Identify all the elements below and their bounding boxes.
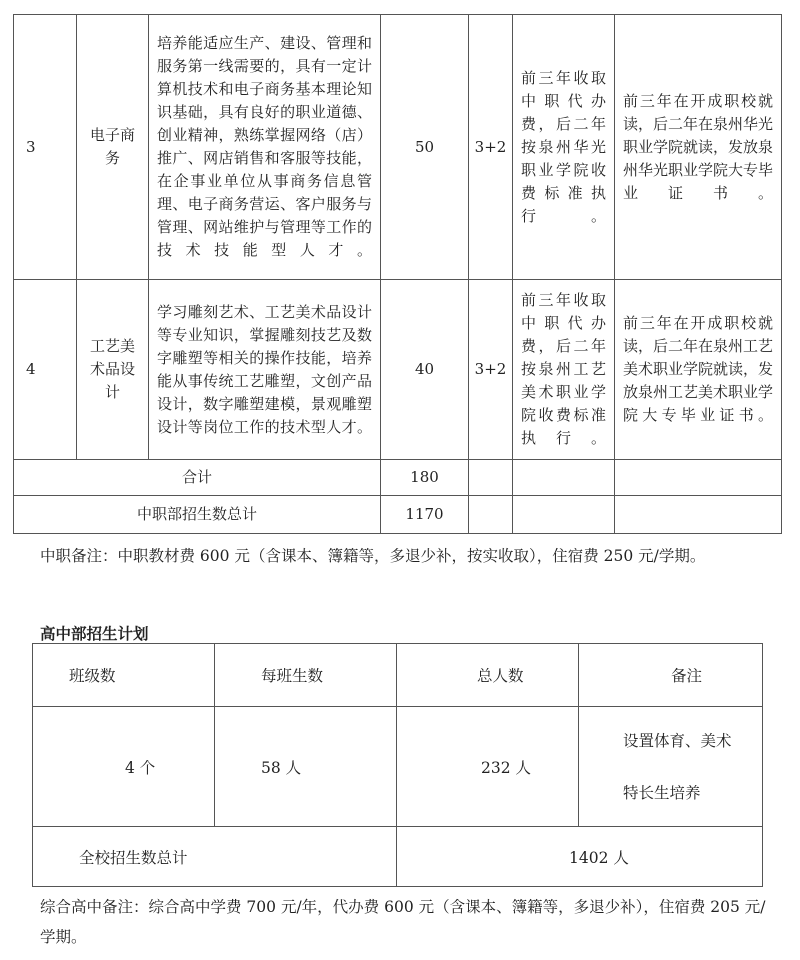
training-goal: 学习雕刻艺术、工艺美术品设计等专业知识，掌握雕刻技艺及数字雕塑等相关的操作技能，培养能从事传统工艺雕塑，文创产品设计，数字雕塑建模，景观雕塑设计等岗位工作的技术型人才。 <box>149 280 381 460</box>
school-total-label: 全校招生数总计 <box>33 827 397 887</box>
enrollment-count: 40 <box>381 280 469 460</box>
table-row <box>14 280 782 460</box>
empty-cell <box>513 496 615 534</box>
class-count: 4 个 <box>33 707 215 827</box>
vocational-note: 中职备注：中职教材费 600 元（含课本、簿籍等，多退少补，按实收取），住宿费 250 元/学期。 <box>40 547 706 565</box>
vocational-enrollment-table <box>13 14 782 534</box>
fee-description: 前三年收取中职代办费，后二年按泉州华光职业学院收费标准执行。 <box>513 15 615 280</box>
empty-cell <box>469 460 513 496</box>
total-value: 1170 <box>381 496 469 534</box>
header-total: 总人数 <box>397 644 579 707</box>
row-number: 4 <box>14 280 77 460</box>
study-mode: 3+2 <box>469 15 513 280</box>
subtotal-row <box>14 460 782 496</box>
total-label: 中职部招生数总计 <box>14 496 381 534</box>
high-school-note: 综合高中备注：综合高中学费 700 元/年，代办费 600 元（含课本、簿籍等，多退少补），住宿费 205 元/学期。 <box>40 898 766 946</box>
subtotal-value: 180 <box>381 460 469 496</box>
school-total-value: 1402 人 <box>397 827 763 887</box>
subtotal-label: 合计 <box>14 460 381 496</box>
total-row <box>14 496 782 534</box>
table-row <box>33 707 763 827</box>
high-school-heading: 高中部招生计划 <box>40 624 149 643</box>
header-remark: 备注 <box>579 644 763 707</box>
high-school-table <box>32 643 763 887</box>
row-remark: 前三年在开成职校就读，后二年在泉州华光职业学院就读，发放泉州华光职业学院大专毕业证书。 <box>615 15 782 280</box>
header-row <box>33 644 763 707</box>
study-mode: 3+2 <box>469 280 513 460</box>
empty-cell <box>615 496 782 534</box>
header-classes: 班级数 <box>33 644 215 707</box>
enrollment-count: 50 <box>381 15 469 280</box>
school-total-row <box>33 827 763 887</box>
major-name: 工艺美术品设计 <box>77 280 149 460</box>
empty-cell <box>615 460 782 496</box>
row-remark <box>579 707 763 827</box>
row-remark: 前三年在开成职校就读，后二年在泉州工艺美术职业学院就读，发放泉州工艺美术职业学院大专毕业证书。 <box>615 280 782 460</box>
major-name: 电子商务 <box>77 15 149 280</box>
training-goal: 培养能适应生产、建设、管理和服务第一线需要的，具有一定计算机技术和电子商务基本理论知识基础，具有良好的职业道德、创业精神，熟练掌握网络（店）推广、网店销售和客服等技能，在企事业单位从事商务信息管理、电子商务营运、客户服务与管理、网站维护与管理等工作的技术技能型人才。 <box>149 15 381 280</box>
empty-cell <box>513 460 615 496</box>
total-students: 232 人 <box>397 707 579 827</box>
empty-cell <box>469 496 513 534</box>
fee-description: 前三年收取中职代办费，后二年按泉州工艺美术职业学院收费标准执行。 <box>513 280 615 460</box>
row-number: 3 <box>14 15 77 280</box>
remark-line: 特长生培养 <box>623 783 701 802</box>
table-row <box>14 15 782 280</box>
remark-line: 设置体育、美术 <box>623 731 732 750</box>
students-per-class: 58 人 <box>215 707 397 827</box>
header-per-class: 每班生数 <box>215 644 397 707</box>
